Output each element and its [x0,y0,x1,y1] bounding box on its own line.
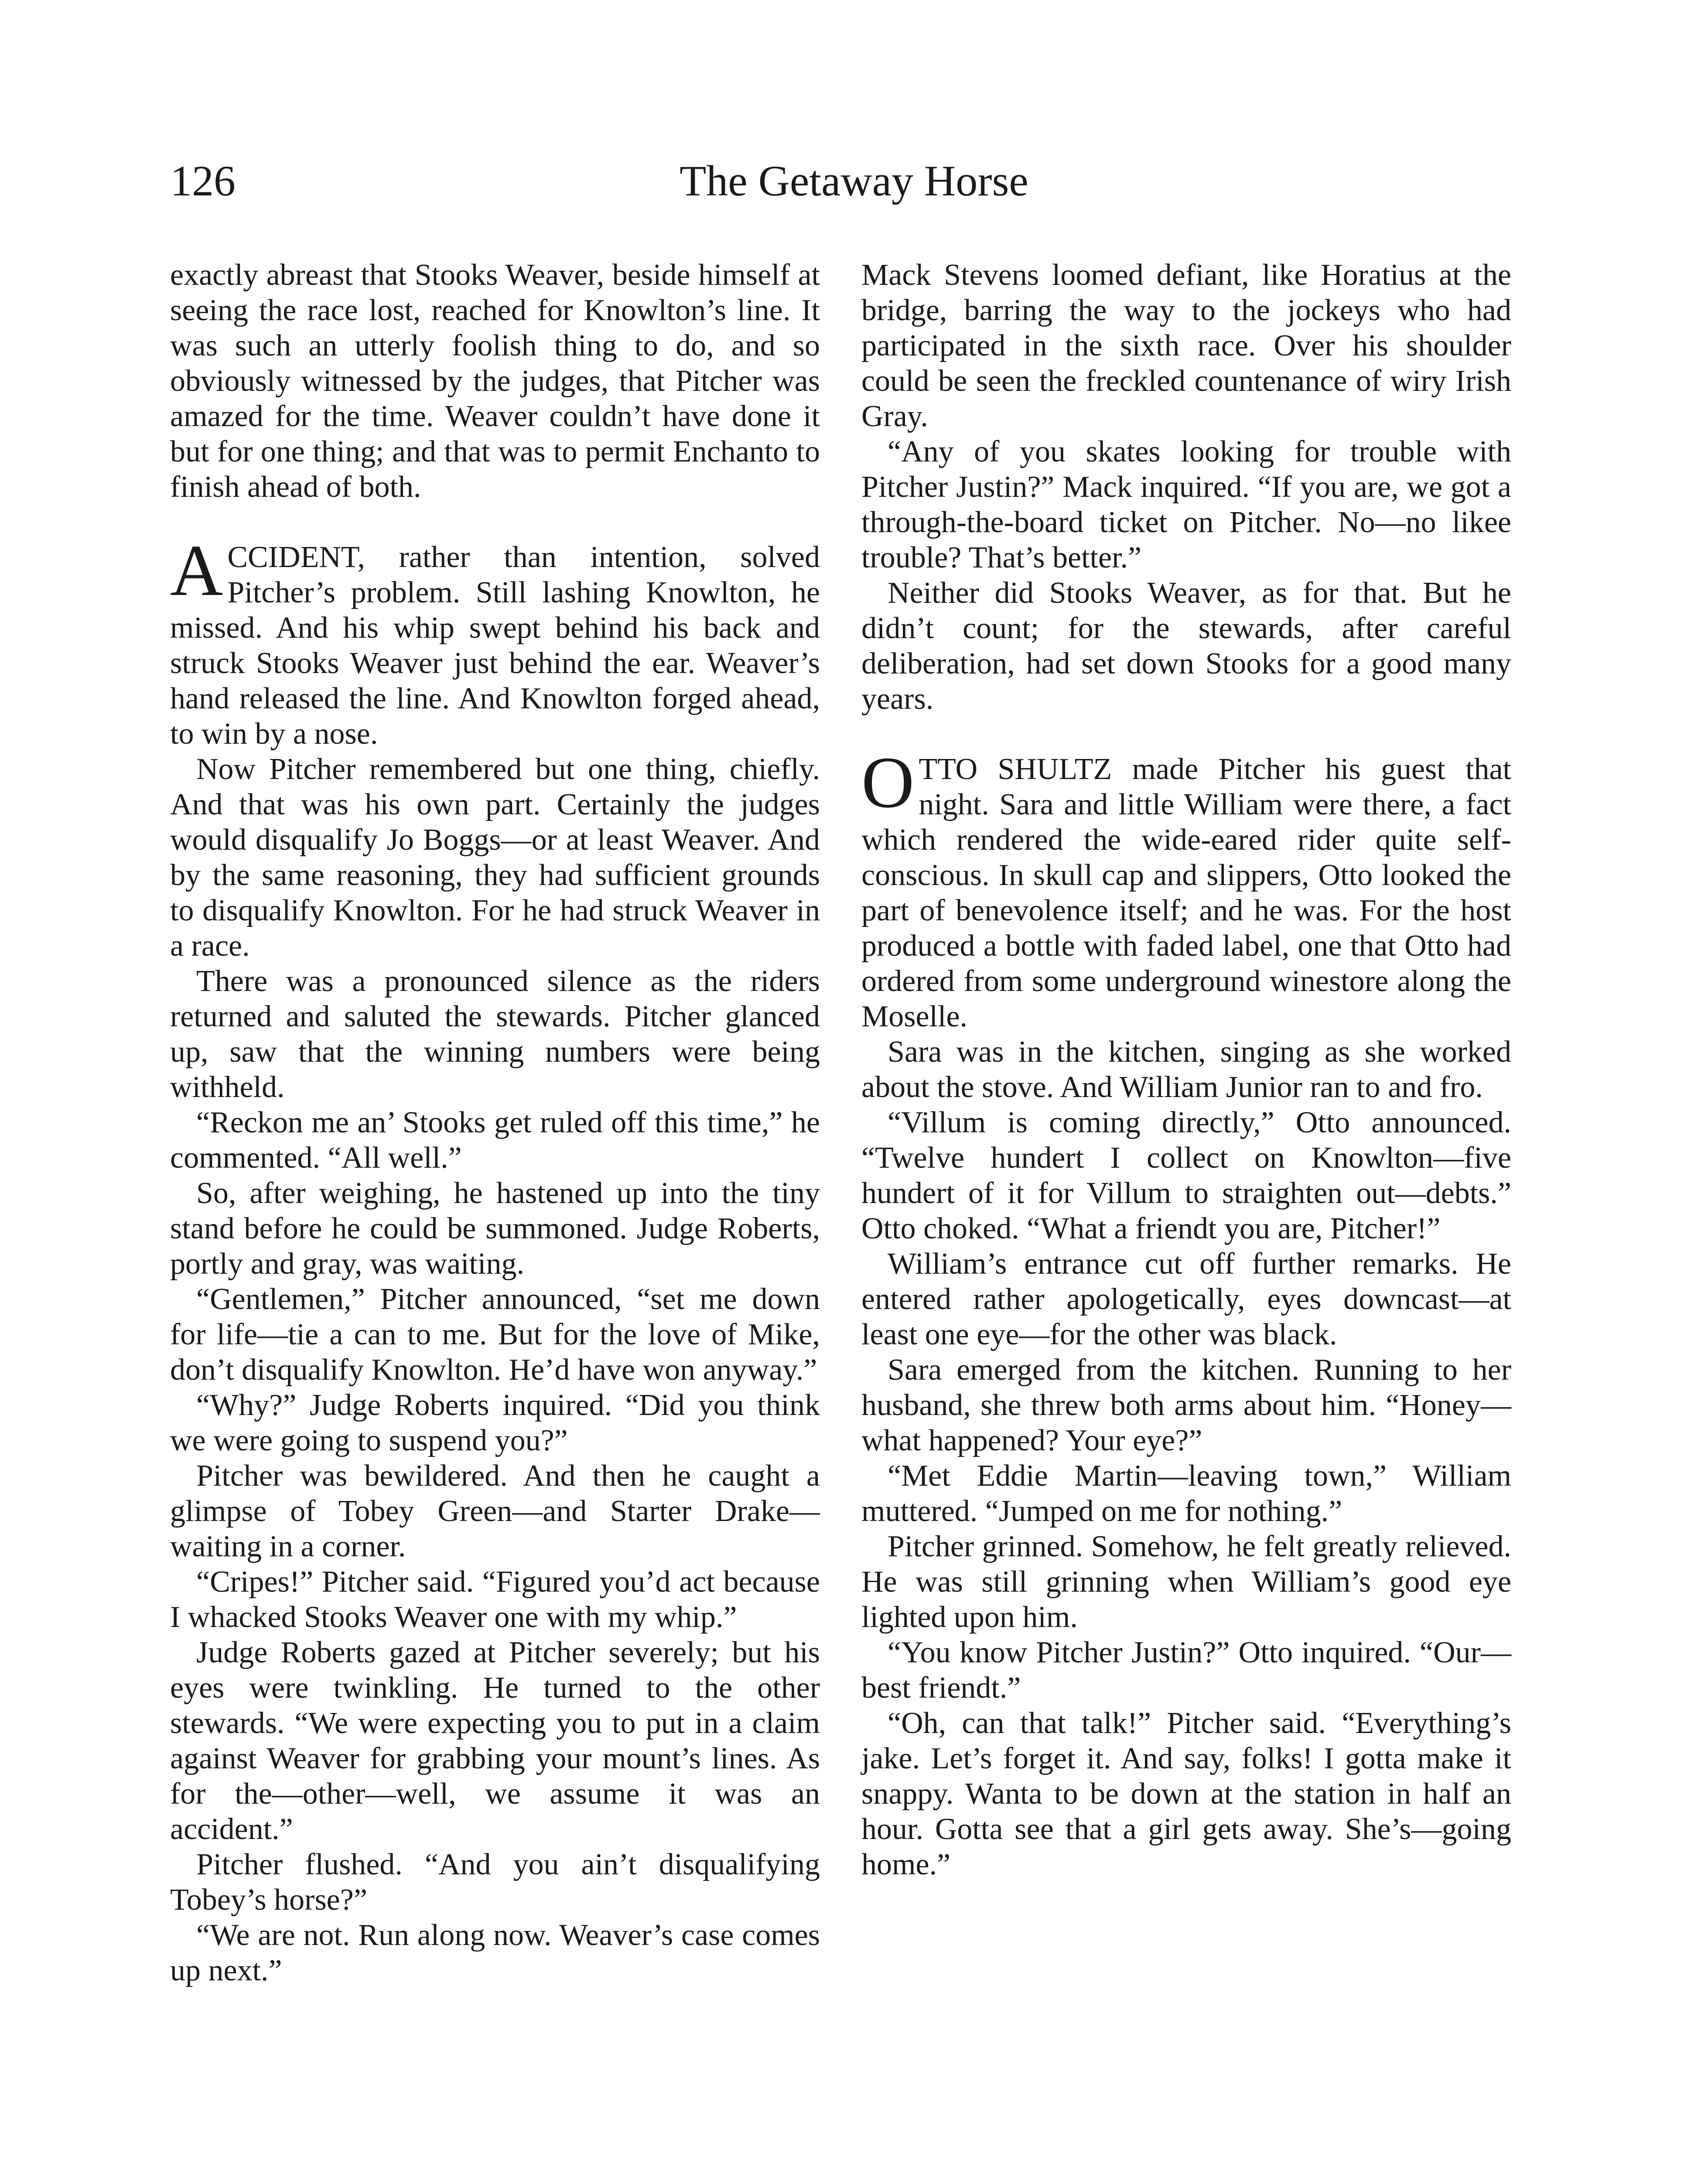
paragraph: “Gentlemen,” Pitcher announced, “set me down for life—tie a can to me. But for the love of Mike, don’t disqualify Knowlton. He’d have won anyway.” [170,1282,820,1387]
paragraph: “Cripes!” Pitcher said. “Figured you’d act because I whacked Stooks Weaver one with my whip.” [170,1565,820,1634]
paragraph: William’s entrance cut off further remarks. He entered rather apologetically, eyes downcast—at least one eye—for the other was black. [861,1247,1511,1351]
running-title: The Getaway Horse [680,157,1028,205]
paragraph: There was a pronounced silence as the riders returned and saluted the stewards. Pitcher glanced up, saw that the winning numbers were being withheld. [170,964,820,1104]
paragraph: “Any of you skates looking for trouble with Pitcher Justin?” Mack inquired. “If you are, we got a through-the-board ticket on Pitcher. No—no likee trouble? That’s better.” [861,435,1511,574]
paragraph: “Why?” Judge Roberts inquired. “Did you think we were going to suspend you?” [170,1388,820,1457]
paragraph-text: TTO SHULTZ made Pitcher his guest that night. Sara and little William were there, a fact which rendered the wide-eared rider quite self-conscious. In skull cap and slippers, Otto looked the part of benevolence itself; and he was. For the host produced a bottle with faded label, one that Otto had ordered from some underground winestore along the Moselle. [861,752,1511,1033]
drop-cap: O [861,742,915,823]
page-number: 126 [170,157,236,205]
paragraph-text: CCIDENT, rather than intention, solved Pitcher’s problem. Still lashing Knowlton, he missed. And his whip swept behind his back and struck Stooks Weaver just behind the ear. Weaver’s hand released the line. And Knowlton forged ahead, to win by a nose. [170,540,820,751]
right-column [861,257,1511,1882]
paragraph: Neither did Stooks Weaver, as for that. But he didn’t count; for the stewards, after careful deliberation, had set down Stooks for a good many years. [861,576,1511,716]
paragraph: “We are not. Run along now. Weaver’s case comes up next.” [170,1918,820,1987]
paragraph: Mack Stevens loomed defiant, like Horatius at the bridge, barring the way to the jockeys who had participated in the sixth race. Over his shoulder could be seen the freckled countenance of wiry Irish Gray. [861,258,1511,433]
paragraph: “You know Pitcher Justin?” Otto inquired. “Our—best friendt.” [861,1636,1511,1705]
paragraph: “Villum is coming directly,” Otto announced. “Twelve hundert I collect on Knowlton—five hundert of it for Villum to straighten out—debts.” Otto choked. “What a friendt you are, Pitcher!” [861,1106,1511,1245]
section-opening-paragraph [170,530,820,752]
section-opening-paragraph [861,742,1511,1034]
paragraph: So, after weighing, he hastened up into the tiny stand before he could be summoned. Judge Roberts, portly and gray, was waiting. [170,1176,820,1281]
paragraph: Now Pitcher remembered but one thing, chiefly. And that was his own part. Certainly the judges would disqualify Jo Boggs—or at least Weaver. And by the same reasoning, they had sufficient grounds to disqualify Knowlton. For he had struck Weaver in a race. [170,752,820,963]
paragraph: Sara was in the kitchen, singing as she worked about the stove. And William Junior ran to and fro. [861,1035,1511,1104]
paragraph: Pitcher flushed. “And you ain’t disqualifying Tobey’s horse?” [170,1848,820,1917]
paragraph: Pitcher was bewildered. And then he caught a glimpse of Tobey Green—and Starter Drake—waiting in a corner. [170,1459,820,1563]
paragraph: exactly abreast that Stooks Weaver, beside himself at seeing the race lost, reached for Knowlton’s line. It was such an utterly foolish thing to do, and so obviously witnessed by the judges, that Pitcher was amazed for the time. Weaver couldn’t have done it but for one thing; and that was to permit Enchanto to finish ahead of both. [170,258,820,504]
drop-cap: A [170,530,223,611]
paragraph: Pitcher grinned. Somehow, he felt greatly relieved. He was still grinning when William’s good eye lighted upon him. [861,1530,1511,1634]
paragraph: “Oh, can that talk!” Pitcher said. “Everything’s jake. Let’s forget it. And say, folks! I gotta make it snappy. Wanta to be down at the station in half an hour. Gotta see that a girl gets away. She’s—going home.” [861,1706,1511,1881]
paragraph: “Met Eddie Martin—leaving town,” William muttered. “Jumped on me for nothing.” [861,1459,1511,1528]
left-column [170,257,820,1988]
paragraph: “Reckon me an’ Stooks get ruled off this time,” he commented. “All well.” [170,1106,820,1175]
paragraph: Judge Roberts gazed at Pitcher severely; but his eyes were twinkling. He turned to the other stewards. “We were expecting you to put in a claim against Weaver for grabbing your mount’s lines. As for the—other—well, we assume it was an accident.” [170,1636,820,1846]
paragraph: Sara emerged from the kitchen. Running to her husband, she threw both arms about him. “Honey—what happened? Your eye?” [861,1353,1511,1457]
